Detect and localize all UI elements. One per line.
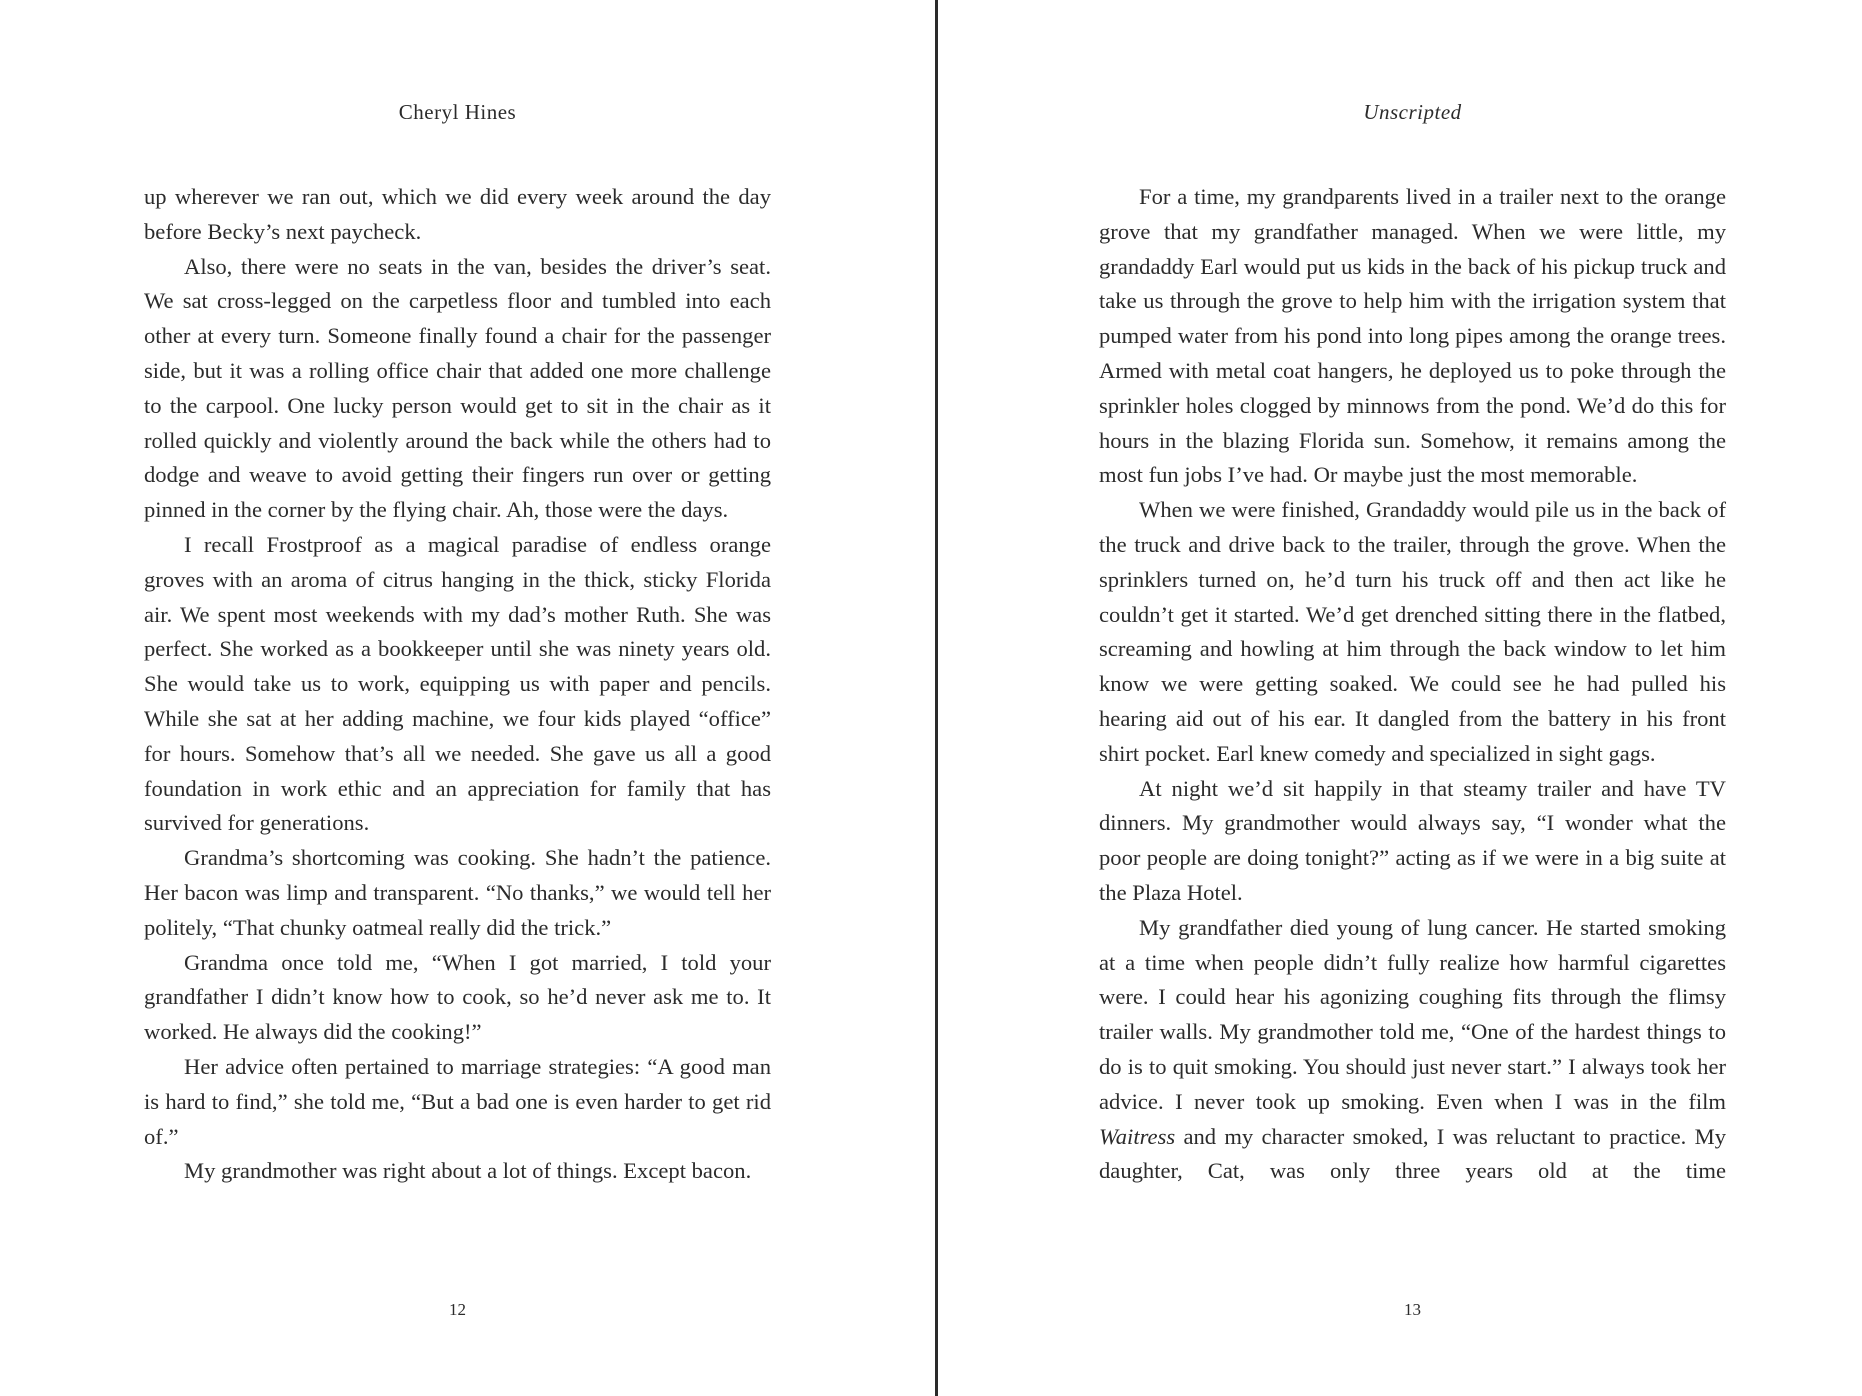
page-gutter-divider <box>935 0 938 1396</box>
film-title: Waitress <box>1099 1123 1176 1149</box>
paragraph: My grandmother was right about a lot of things. Except bacon. <box>184 1158 752 1184</box>
right-page <box>1099 0 1726 1396</box>
paragraph: At night we’d sit happily in that steamy trailer and have TV dinners. My grandmother would always say, “I wonder what the poor people are doing tonight?” acting as if we were in a big suite at the Plaza Hotel. <box>1099 775 1726 905</box>
page-number: 12 <box>449 1300 466 1319</box>
left-page-body <box>144 180 771 1189</box>
right-page-body <box>1099 180 1726 1189</box>
left-page <box>144 0 771 1396</box>
paragraph: Grandma’s shortcoming was cooking. She hadn’t the patience. Her bacon was limp and transparent. “No thanks,” we would tell her politely, “That chunky oatmeal really did the trick.” <box>144 845 771 940</box>
paragraph: Her advice often pertained to marriage strategies: “A good man is hard to find,” she told me, “But a bad one is even harder to get rid of.” <box>144 1053 771 1149</box>
page-number: 13 <box>1404 1300 1421 1319</box>
paragraph-text: My grandfather died young of lung cancer. He started smoking at a time when people didn’t fully realize how harmful cigarettes were. I could hear his agonizing coughing fits through the flimsy trailer walls. My grandmother told me, “One of the hardest things to do is to quit smoking. You should just never start.” I always took her advice. I never took up smoking. Even when I was in the film <box>1099 914 1726 1114</box>
paragraph <box>1099 911 1726 1189</box>
paragraph: Grandma once told me, “When I got married, I told your grandfather I didn’t know how to cook, so he’d never ask me to. It worked. He always did the cooking!” <box>144 949 771 1045</box>
running-head-title: Unscripted <box>1363 100 1462 124</box>
paragraph: up wherever we ran out, which we did every week around the day before Becky’s next paycheck. <box>144 184 771 244</box>
paragraph: When we were finished, Grandaddy would pile us in the back of the truck and drive back to the trailer, through the grove. When the sprinklers turned on, he’d turn his truck off and then act like he couldn’t get it started. We’d get drenched sitting there in the flatbed, screaming and howling at him through the back window to let him know we were getting soaked. We could see he had pulled his hearing aid out of his ear. It dangled from the battery in his front shirt pocket. Earl knew comedy and specialized in sight gags. <box>1099 497 1726 766</box>
paragraph: I recall Frostproof as a magical paradise of endless orange groves with an aroma of citrus hanging in the thick, sticky Florida air. We spent most weekends with my dad’s mother Ruth. She was perfect. She worked as a bookkeeper until she was ninety years old. She would take us to work, equipping us with paper and pencils. While she sat at her adding machine, we four kids played “office” for hours. Somehow that’s all we needed. She gave us all a good foundation in work ethic and an appreciation for family that has survived for generations. <box>144 531 771 836</box>
running-head-author: Cheryl Hines <box>398 100 517 124</box>
paragraph: For a time, my grandparents lived in a trailer next to the orange grove that my grandfather managed. When we were little, my grandaddy Earl would put us kids in the back of his pickup truck and take us through the grove to help him with the irrigation system that pumped water from his pond into long pipes among the orange trees. Armed with metal coat hangers, he deployed us to poke through the sprinkler holes clogged by minnows from the pond. We’d do this for hours in the blazing Florida sun. Somehow, it remains among the most fun jobs I’ve had. Or maybe just the most memorable. <box>1099 184 1726 488</box>
paragraph-text: and my character smoked, I was reluctant to practice. My daughter, Cat, was only three years old at the time <box>1099 1123 1726 1184</box>
paragraph: Also, there were no seats in the van, besides the driver’s seat. We sat cross-legged on the carpetless floor and tumbled into each other at every turn. Someone finally found a chair for the passenger side, but it was a rolling office chair that added one more challenge to the carpool. One lucky person would get to sit in the chair as it rolled quickly and violently around the back while the others had to dodge and weave to avoid getting their fingers run over or getting pinned in the corner by the flying chair. Ah, those were the days. <box>144 253 771 523</box>
